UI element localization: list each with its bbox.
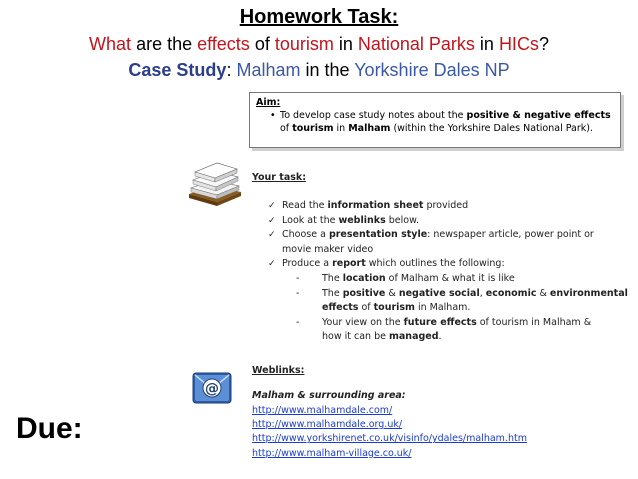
task-text: & (536, 287, 550, 299)
svg-text:@: @ (205, 381, 219, 397)
task-text: Look at the (282, 214, 339, 226)
task-item (268, 199, 628, 214)
task-text: how it can be (322, 331, 389, 343)
task-sub-item (296, 272, 628, 287)
task-text: weblinks (338, 214, 386, 226)
task-text: provided (423, 200, 469, 211)
slide-title: Homework Task: (239, 6, 399, 28)
task-text: , (479, 287, 486, 299)
task-text: in Malham. (414, 302, 471, 314)
task-item (268, 257, 628, 272)
case-study-label: Case Study (128, 60, 227, 80)
weblinks-heading: Weblinks: (252, 365, 305, 376)
question-word: National Parks (357, 34, 475, 54)
question-word: HICs (498, 34, 539, 54)
task-list (268, 199, 628, 345)
case-study-text: in the (300, 60, 355, 80)
task-text: economic (485, 287, 537, 299)
aim-text (270, 109, 614, 135)
task-item (268, 214, 628, 229)
task-text: of tourism in Malham & (476, 316, 592, 328)
due-label: Due: (16, 412, 83, 445)
aim-part: positive & negative effects (466, 110, 611, 121)
task-text: tourism (373, 302, 415, 314)
task-text: Your view on the (322, 316, 404, 328)
task-text: & (385, 287, 399, 299)
task-text: negative social (398, 287, 480, 299)
question-word: effects (197, 34, 250, 54)
question-line (0, 34, 638, 55)
task-text: report (332, 258, 366, 270)
aim-part: Malham (348, 123, 391, 134)
task-sub-list (296, 272, 628, 345)
weblink[interactable]: http://www.yorkshirenet.co.uk/visinfo/ydales/malham.htm (252, 433, 527, 445)
task-text: : newspaper article, power point or (427, 229, 594, 241)
task-text: positive (342, 287, 386, 299)
task-heading: Your task: (252, 172, 307, 183)
aim-heading: Aim: (256, 97, 281, 108)
weblink[interactable]: http://www.malhamdale.org.uk/ (252, 419, 403, 431)
task-sub-item (296, 287, 628, 316)
task-text: Produce a (282, 258, 333, 270)
aim-part: (within the Yorkshire Dales National Park). (390, 123, 593, 134)
case-study-park: Yorkshire Dales NP (354, 60, 510, 80)
task-text: Choose a (282, 229, 329, 241)
question-text: in (474, 34, 499, 54)
case-study-text: : (226, 60, 237, 80)
task-text: of (358, 302, 374, 314)
task-text: which outlines the following: (365, 258, 505, 270)
question-text: in (333, 34, 358, 54)
case-study-place: Malham (236, 60, 301, 80)
question-text: are the (131, 34, 198, 54)
weblink[interactable]: http://www.malhamdale.com/ (252, 405, 393, 416)
task-text: of Malham & what it is like (385, 272, 515, 284)
question-word: What (89, 34, 132, 54)
aim-part: in (333, 123, 349, 134)
aim-part: tourism (292, 123, 334, 134)
task-text: location (342, 272, 386, 284)
task-text: information sheet (327, 200, 424, 211)
task-text: managed (389, 331, 439, 343)
task-text: . (438, 331, 442, 343)
task-text: below. (385, 214, 419, 226)
question-word: tourism (274, 34, 334, 54)
task-text: environmental (549, 287, 628, 299)
question-text: ? (538, 34, 549, 54)
task-item (268, 228, 628, 257)
task-text: effects (322, 302, 359, 314)
weblinks-subheading: Malham & surrounding area: (252, 390, 406, 401)
task-text: The (322, 287, 343, 299)
task-text: The (322, 272, 343, 284)
task-text: Read the (282, 200, 328, 211)
aim-part: To develop case study notes about the (280, 110, 467, 121)
email-at-icon (189, 367, 235, 407)
task-text: future effects (403, 316, 477, 328)
aim-box (249, 92, 621, 148)
weblink[interactable]: http://www.malham-village.co.uk/ (252, 447, 412, 459)
weblinks-list (252, 404, 527, 461)
task-text: movie maker video (282, 243, 374, 255)
stack-of-papers-icon (183, 160, 245, 208)
case-study-line (0, 60, 638, 81)
aim-part: of (280, 123, 293, 134)
task-sub-item (296, 316, 628, 345)
question-text: of (249, 34, 275, 54)
task-text: presentation style (328, 229, 428, 241)
